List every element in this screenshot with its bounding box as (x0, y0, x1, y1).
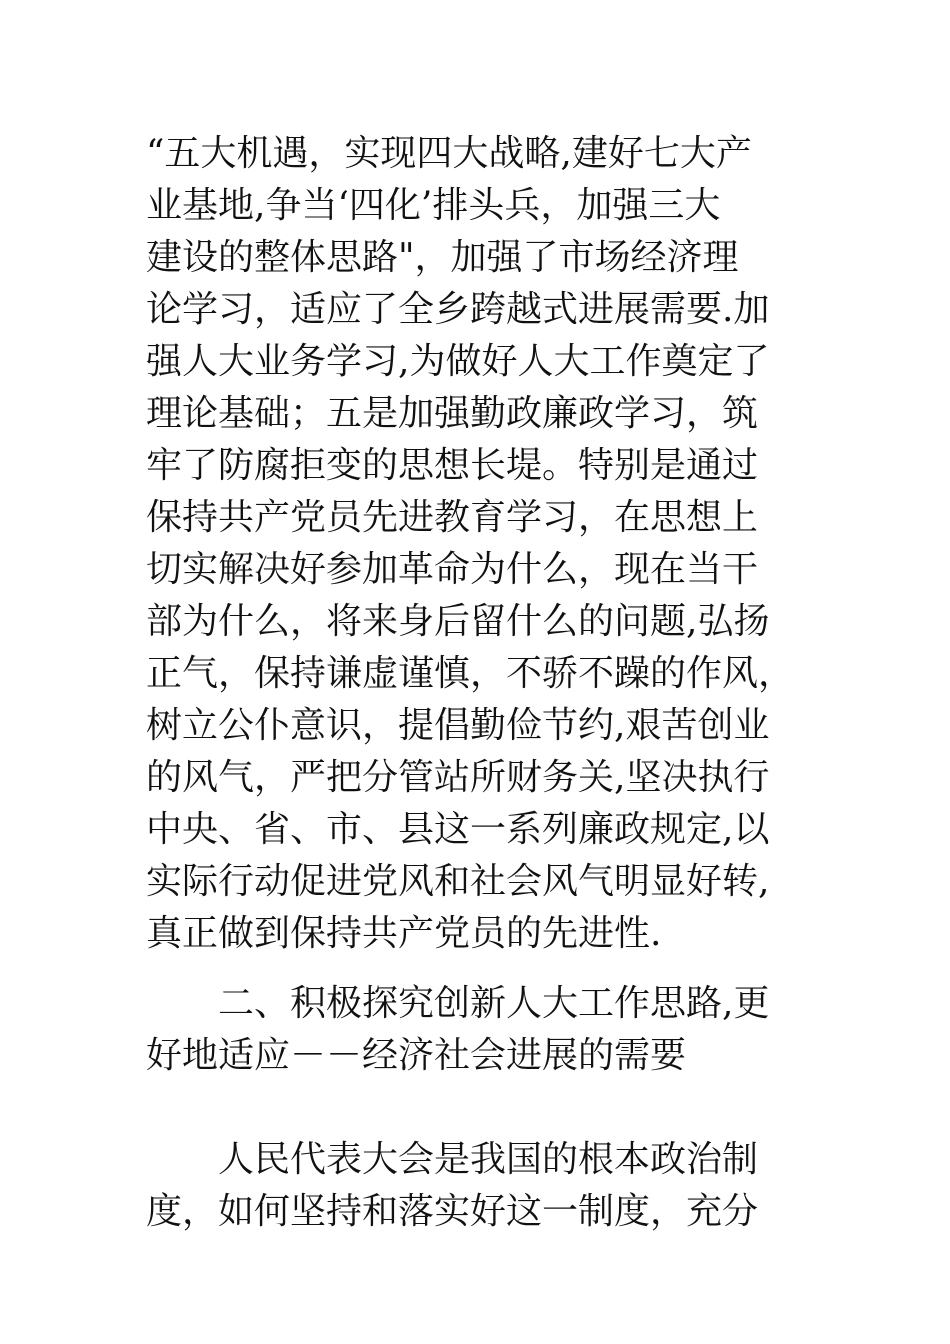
text-line: 中央、省、市、县这一系列廉政规定,以 (146, 809, 770, 850)
text-line: 树立公仆意识，提倡勤俭节约,艰苦创业 (146, 705, 770, 746)
text-line: 部为什么，将来身后留什么的问题,弘扬 (146, 601, 770, 642)
section-heading (146, 978, 826, 1082)
text-line: 人民代表大会是我国的根本政治制 (146, 1139, 759, 1180)
text-line: 正气，保持谦虚谨慎，不骄不躁的作风， (146, 653, 795, 694)
text-line: “五大机遇，实现四大战略,建好七大产 (146, 133, 752, 174)
heading-line: 二、积极探究创新人大工作思路,更 (146, 983, 770, 1024)
text-line: 实际行动促进党风和社会风气明显好转, (146, 861, 770, 902)
text-line: 度，如何坚持和落实好这一制度，充分 (146, 1191, 759, 1232)
text-line: 业基地,争当‘四化’排头兵，加强三大 (146, 185, 721, 226)
text-line: 论学习，适应了全乡跨越式进展需要.加 (146, 289, 770, 330)
text-line: 牢了防腐拒变的思想长堤。特别是通过 (146, 445, 759, 486)
body-paragraph (146, 1134, 826, 1238)
text-line: 切实解决好参加革命为什么，现在当干 (146, 549, 759, 590)
text-line: 理论基础；五是加强勤政廉政学习，筑 (146, 393, 759, 434)
text-line: 建设的整体思路"，加强了市场经济理 (146, 237, 739, 278)
text-line: 强人大业务学习,为做好人大工作奠定了 (146, 341, 770, 382)
text-line: 保持共产党员先进教育学习，在思想上 (146, 497, 759, 538)
text-line: 真正做到保持共产党员的先进性. (146, 913, 662, 954)
body-paragraph (146, 128, 826, 960)
heading-line: 好地适应－－经济社会进展的需要 (146, 1035, 687, 1076)
text-line: 的风气，严把分管站所财务关,坚决执行 (146, 757, 770, 798)
